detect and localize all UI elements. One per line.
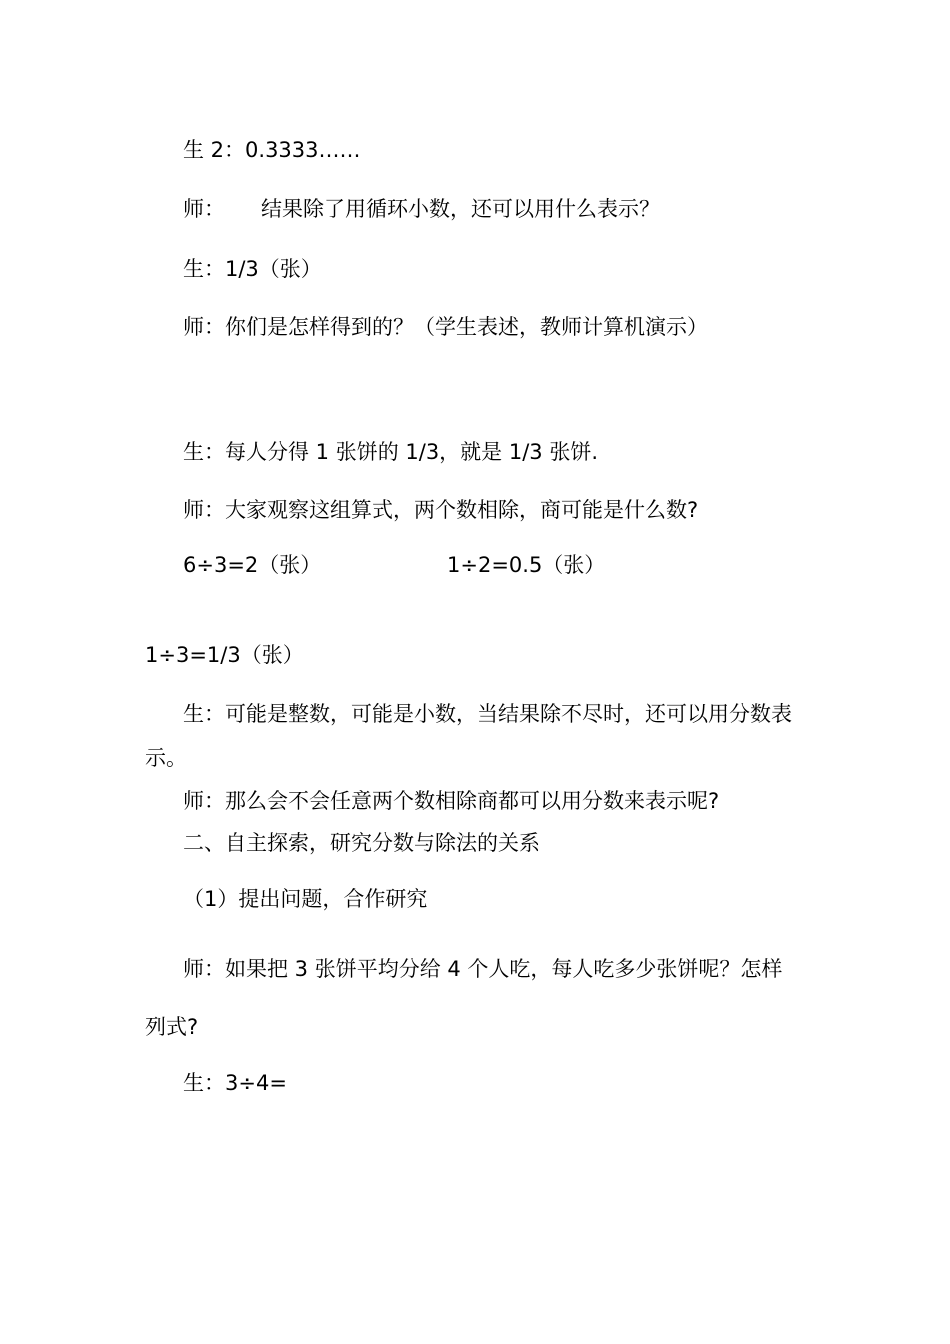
paragraph-teacher-any-two: 师：那么会不会任意两个数相除商都可以用分数来表示呢? [183, 789, 720, 813]
equation-1-div-3: 1÷3=1/3（张） [145, 643, 304, 667]
paragraph-teacher-problem: 师：如果把 3 张饼平均分给 4 个人吃，每人吃多少张饼呢？怎样 [183, 957, 783, 981]
paragraph-student-equation: 生：3÷4= [183, 1071, 287, 1095]
paragraph-teacher-observe: 师：大家观察这组算式，两个数相除，商可能是什么数? [183, 498, 699, 522]
paragraph-student2-answer: 生 2：0.3333…… [183, 138, 361, 162]
equation-6-div-3: 6÷3=2（张） [183, 553, 322, 577]
paragraph-student-explain: 生：每人分得 1 张饼的 1/3，就是 1/3 张饼. [183, 440, 599, 464]
speaker-label: 师： [183, 197, 225, 221]
paragraph-teacher-how: 师：你们是怎样得到的？（学生表述，教师计算机演示） [183, 315, 708, 339]
section-heading-2: 二、自主探索，研究分数与除法的关系 [183, 831, 540, 855]
question-text: 结果除了用循环小数，还可以用什么表示？ [261, 197, 660, 221]
paragraph-student-conclusion: 生：可能是整数，可能是小数，当结果除不尽时，还可以用分数表 [183, 702, 792, 726]
paragraph-teacher-question [183, 195, 660, 223]
paragraph-student-answer-fraction: 生：1/3（张） [183, 257, 322, 281]
equation-1-div-2: 1÷2=0.5（张） [447, 553, 606, 577]
paragraph-teacher-problem-cont: 列式? [145, 1015, 199, 1039]
paragraph-student-conclusion-cont: 示。 [145, 746, 187, 770]
subsection-heading-1: （1）提出问题，合作研究 [183, 887, 428, 911]
